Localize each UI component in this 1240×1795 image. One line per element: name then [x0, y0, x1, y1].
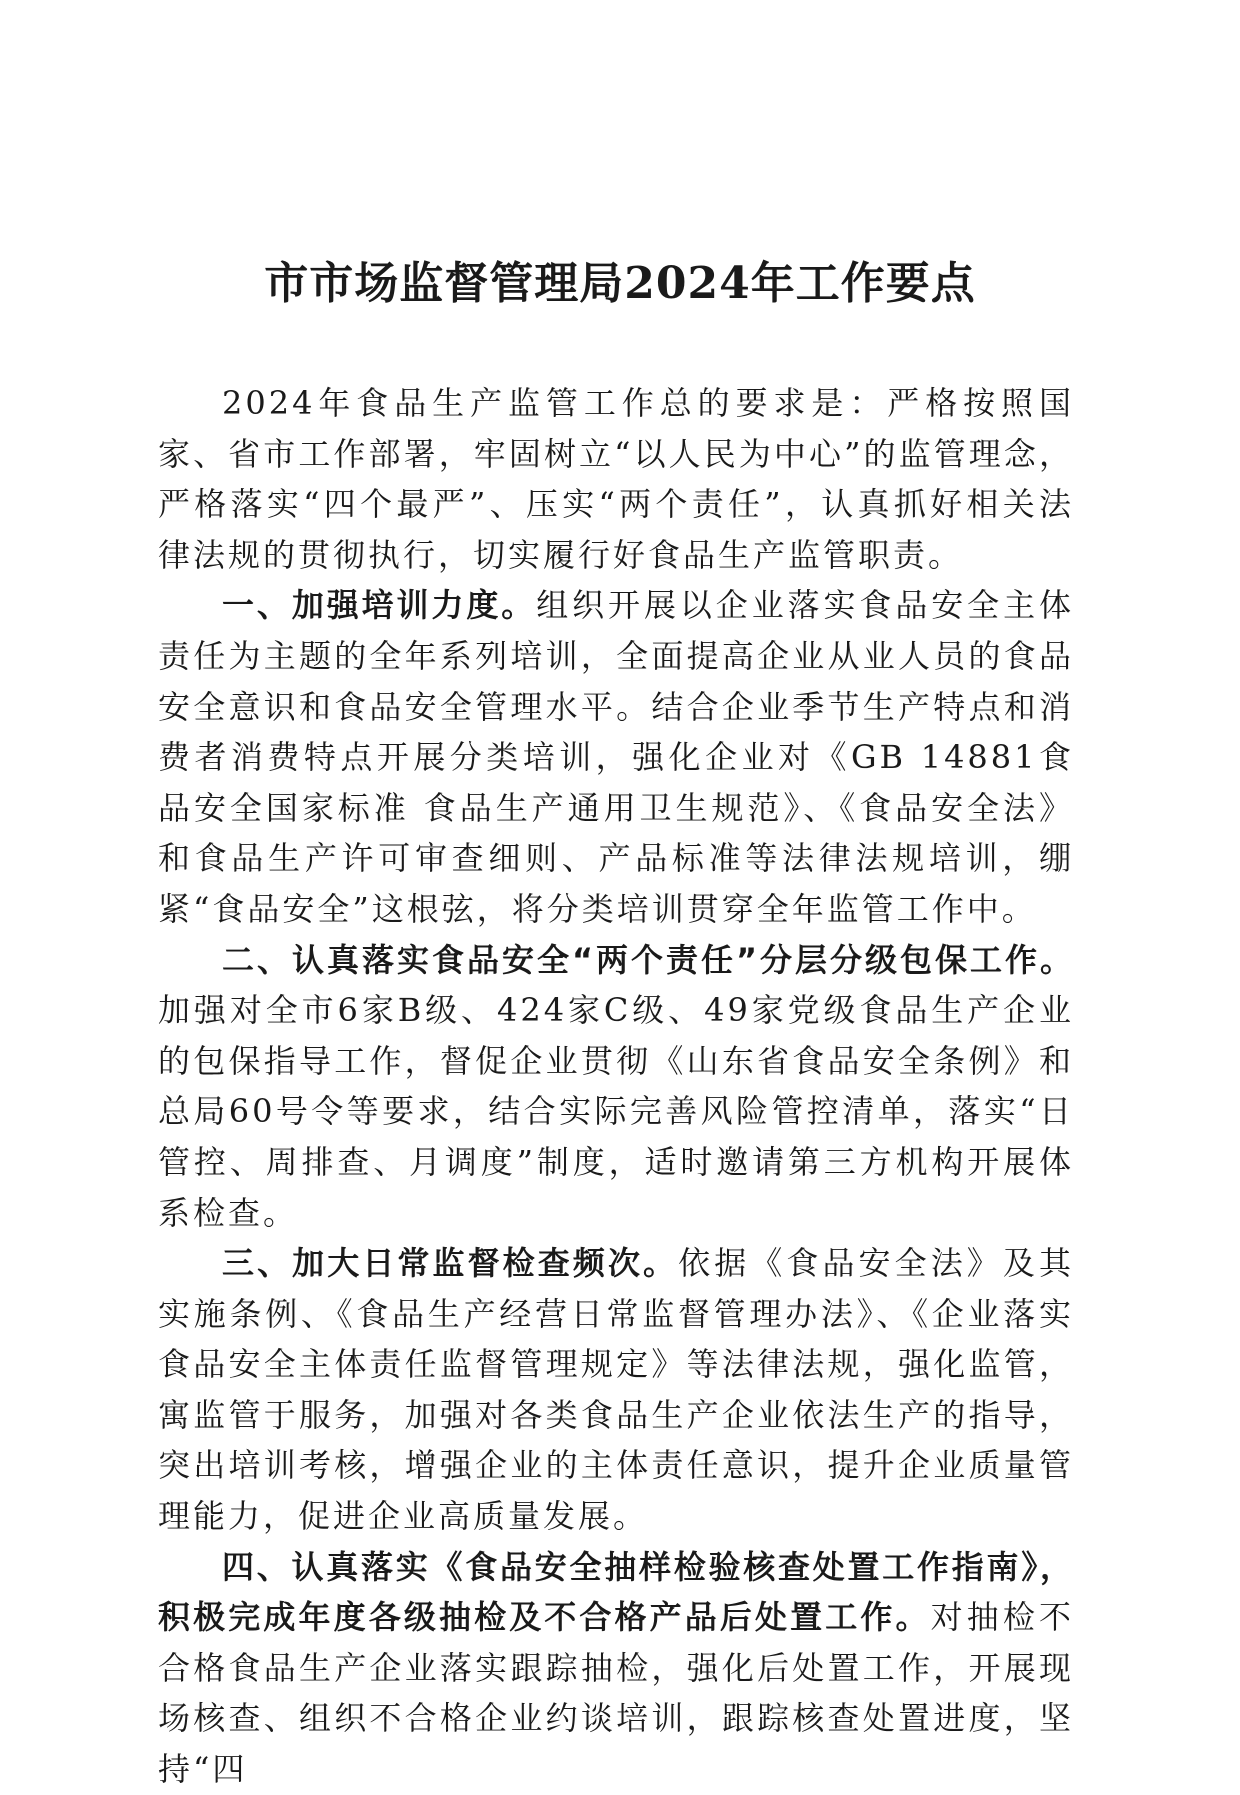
section-4-heading: 四、认真落实《食品安全抽样检验核查处置工作指南》，积极完成年度各级抽检及不合格产品后处置工作。 [158, 1547, 1074, 1637]
section-2-heading: 二、认真落实食品安全“两个责任”分层分级包保工作。 [222, 940, 1074, 979]
section-3-heading: 三、加大日常监督检查频次。 [222, 1244, 679, 1283]
section-4-paragraph [158, 1542, 1074, 1795]
section-1-paragraph [158, 580, 1074, 934]
section-1-heading: 一、加强培训力度。 [222, 586, 537, 625]
section-1-body: 组织开展以企业落实食品安全主体责任为主题的全年系列培训，全面提高企业从业人员的食品安全意识和食品安全管理水平。结合企业季节生产特点和消费者消费特点开展分类培训，强化企业对《GB 14881食品安全国家标准 食品生产通用卫生规范》、《食品安全法》和食品生产许可审查细则、产品标准等法律法规培训，绷紧“食品安全”这根弦，将分类培训贯穿全年监管工作中。 [158, 586, 1074, 928]
section-4-body: 对抽检不合格食品生产企业落实跟踪抽检，强化后处置工作，开展现场核查、组织不合格企业约谈培训，跟踪核查处置进度，坚持“四 [158, 1598, 1074, 1789]
section-2-paragraph [158, 935, 1074, 1239]
intro-paragraph: 2024年食品生产监管工作总的要求是：严格按照国家、省市工作部署，牢固树立“以人民为中心”的监管理念，严格落实“四个最严”、压实“两个责任”，认真抓好相关法律法规的贯彻执行，切实履行好食品生产监管职责。 [158, 384, 1074, 574]
document-body [158, 378, 1074, 1795]
section-2-body: 加强对全市6家B级、424家C级、49家党级食品生产企业的包保指导工作，督促企业贯彻《山东省食品安全条例》和总局60号令等要求，结合实际完善风险管控清单，落实“日管控、周排查、月调度”制度，适时邀请第三方机构开展体系检查。 [158, 991, 1074, 1232]
document-title: 市市场监督管理局2024年工作要点 [264, 258, 976, 309]
section-3-body: 依据《食品安全法》及其实施条例、《食品生产经营日常监督管理办法》、《企业落实食品安全主体责任监督管理规定》等法律法规，强化监管，寓监管于服务，加强对各类食品生产企业依法生产的指导，突出培训考核，增强企业的主体责任意识，提升企业质量管理能力，促进企业高质量发展。 [158, 1244, 1074, 1536]
section-3-paragraph [158, 1238, 1074, 1542]
